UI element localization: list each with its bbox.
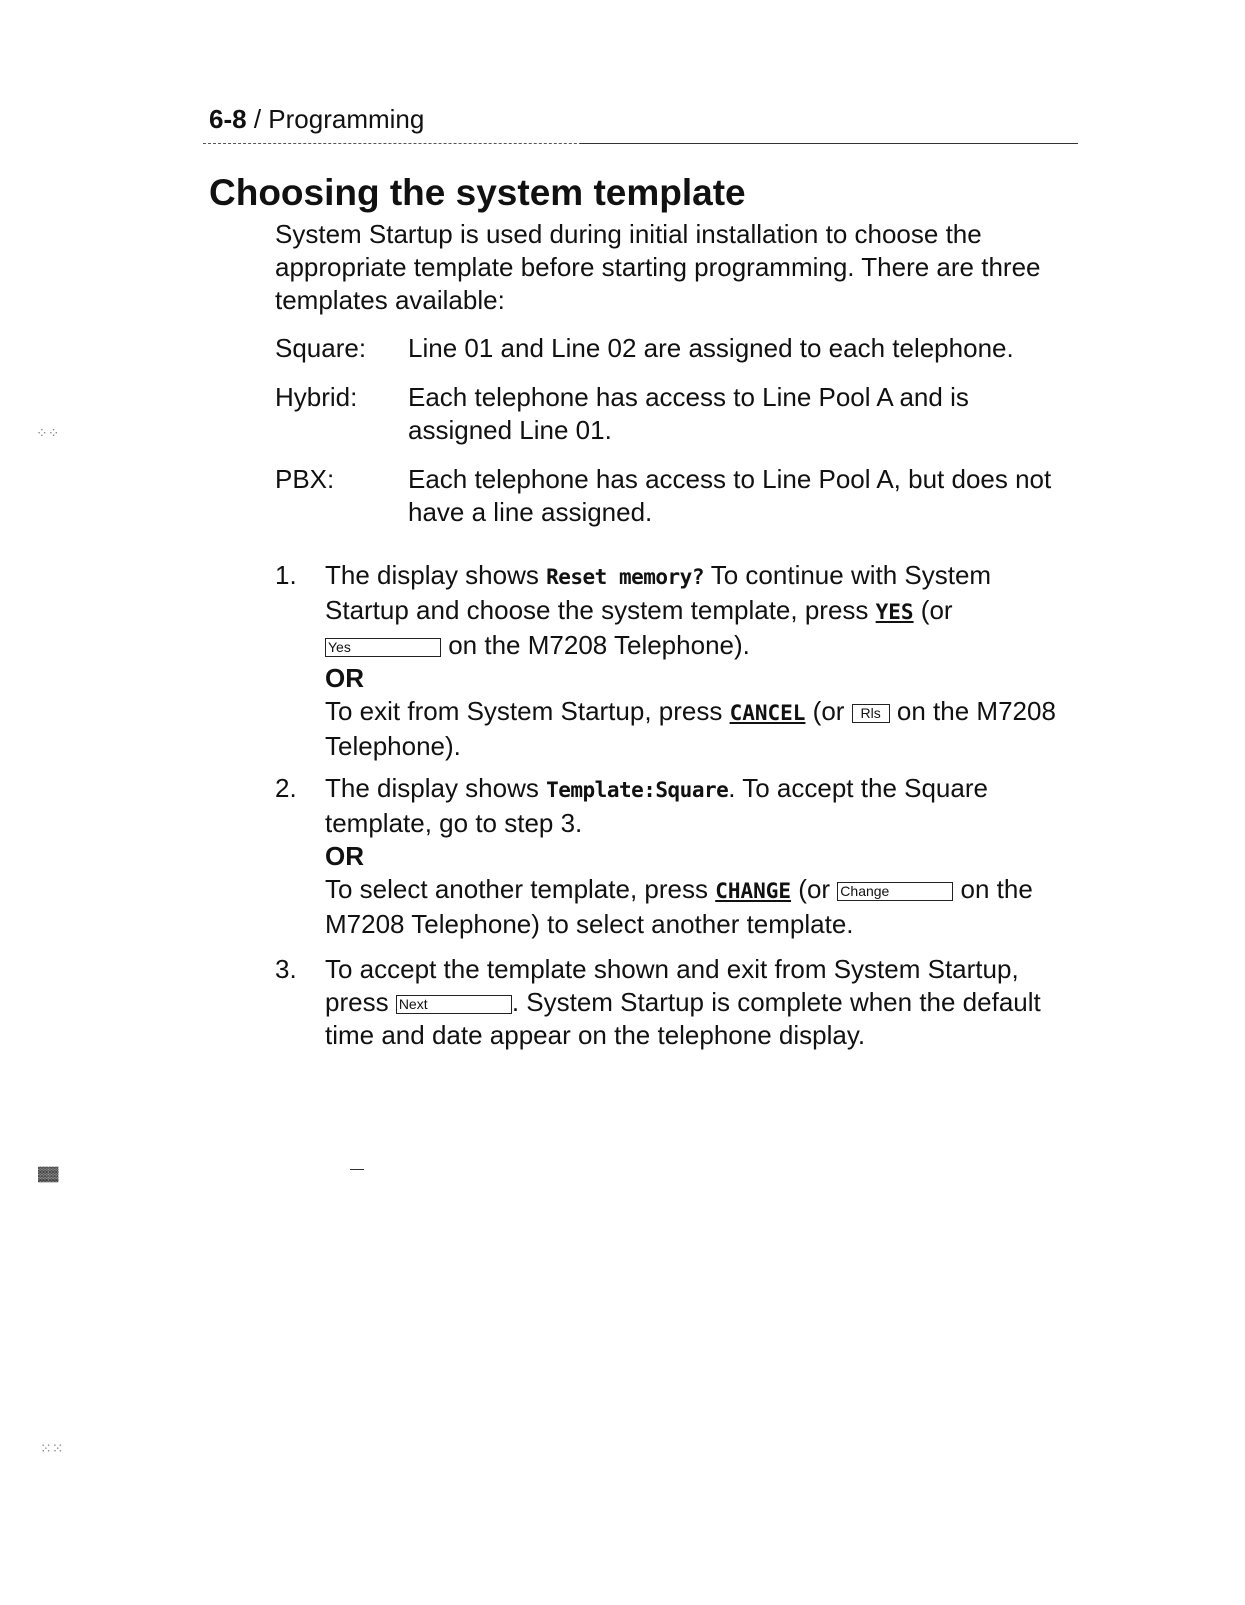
step-content <box>325 559 1075 763</box>
display-text: Reset memory? <box>546 565 704 589</box>
step-text: To exit from System Startup, press <box>325 696 730 726</box>
or-label: OR <box>325 841 364 871</box>
scan-speck: ⁙⁙ <box>40 1440 64 1456</box>
template-desc: Each telephone has access to Line Pool A, but does not have a line assigned. <box>408 464 1052 527</box>
template-term: Hybrid: <box>275 382 358 412</box>
step-text: on the M7208 Telephone). <box>441 630 750 660</box>
change-key-icon: Change <box>837 882 953 901</box>
scan-speck: ▓▓ <box>38 1165 59 1181</box>
change-softkey: CHANGE <box>715 879 792 903</box>
step-text: To continue with System Startup and choose the system template, press <box>325 560 992 625</box>
or-label: OR <box>325 663 364 693</box>
rls-key-icon: Rls <box>852 704 890 723</box>
step-text: on the M7208 Telephone). <box>325 696 1056 761</box>
running-header <box>209 104 424 135</box>
display-text: Template:Square <box>546 778 729 802</box>
scan-speck: ⁘⁘ <box>36 425 60 441</box>
intro-paragraph: System Startup is used during initial installation to choose the appropriate template before starting programming. There are three templates available: <box>275 219 1041 315</box>
template-square <box>275 332 1075 365</box>
template-desc: Line 01 and Line 02 are assigned to each telephone. <box>408 333 1014 363</box>
step-content <box>325 772 1075 941</box>
step-text: (or <box>913 595 953 625</box>
yes-key-icon: Yes <box>325 638 441 657</box>
step-text: (or <box>791 874 838 904</box>
template-term: Square: <box>275 333 367 363</box>
step-text: . To accept the Square template, go to step 3. <box>325 773 988 838</box>
step-text: The display shows <box>325 560 547 590</box>
next-key-icon: Next <box>396 995 512 1014</box>
header-separator: / <box>253 104 262 134</box>
step-number: 3. <box>275 954 297 984</box>
step-text: (or <box>805 696 852 726</box>
header-rule-solid <box>580 143 1078 144</box>
scan-speck: — <box>350 1160 364 1176</box>
step-text: To accept the template shown and exit from System Startup, press <box>325 954 1019 1017</box>
template-desc: Each telephone has access to Line Pool A and is assigned Line 01. <box>408 382 969 445</box>
step-number: 2. <box>275 773 297 803</box>
template-hybrid <box>275 381 1075 447</box>
header-section: Programming <box>268 104 425 134</box>
step-text: The display shows <box>325 773 547 803</box>
step-text: on the M7208 Telephone) to select another template. <box>325 874 1033 939</box>
cancel-softkey: CANCEL <box>729 701 806 725</box>
step-content <box>325 953 1075 1052</box>
yes-softkey: YES <box>875 600 914 624</box>
page-title: Choosing the system template <box>209 172 746 213</box>
step-number: 1. <box>275 560 297 590</box>
step-text: . System Startup is complete when the default time and date appear on the telephone display. <box>325 987 1041 1050</box>
template-term: PBX: <box>275 464 335 494</box>
page-number: 6-8 <box>209 104 247 134</box>
template-pbx <box>275 463 1075 529</box>
step-text: To select another template, press <box>325 874 716 904</box>
